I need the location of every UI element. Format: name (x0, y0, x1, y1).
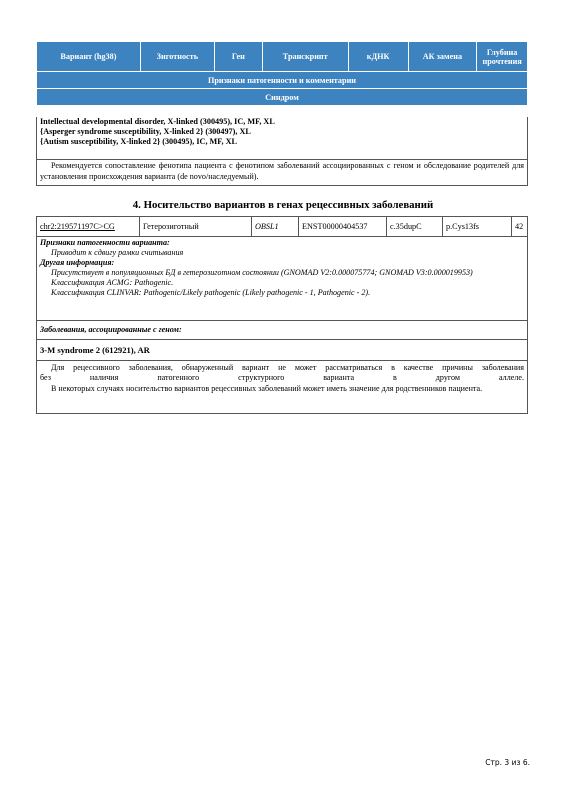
header-syndrome-row: Синдром (37, 89, 528, 106)
disease-line: {Autism susceptibility, X-linked 2} (300495), IC, MF, XL (40, 137, 237, 146)
divider (37, 159, 527, 160)
variant-transcript: ENST00000404537 (299, 217, 387, 236)
associated-diseases-label: Заболевания, ассоциированные с геном: (40, 325, 182, 334)
col-depth: Глубина прочтения (477, 42, 528, 72)
other-info-label: Другая информация: (40, 258, 115, 267)
recommendation-text: Рекомендуется сопоставление фенотипа пациента с фенотипом заболеваний ассоциированных с геном и обследование родителей для установления происхождения варианта (de novo/наследуемый). (40, 161, 524, 181)
disease-list (40, 117, 275, 147)
variant-position-link[interactable]: chr2:219571197C>CG (37, 217, 140, 236)
associated-syndrome: 3-M syndrome 2 (612921), AR (40, 345, 150, 355)
col-aa-change: АК замена (408, 42, 477, 72)
variant-row (37, 217, 527, 237)
other-info-line: Классификация CLINVAR: Pathogenic/Likely pathogenic (Likely pathogenic - 1, Pathogenic - 2). (51, 288, 371, 297)
col-gene: Ген (214, 42, 262, 72)
pathogenicity-label: Признаки патогенности варианта: (40, 238, 170, 247)
section-title: 4. Носительство вариантов в генах рецессивных заболеваний (132, 199, 434, 211)
divider (37, 320, 527, 321)
other-info-line: Присутствует в популяционных БД в гетерозиготном состоянии (GNOMAD V2:0.000075774; GNOMAD V3:0.000019953) (51, 268, 473, 277)
pathogenicity-text: Приводит к сдвигу рамки считывания (51, 248, 184, 257)
recessive-variant-block (36, 216, 528, 414)
header-pathogenicity-row: Признаки патогенности и комментарии (37, 72, 528, 89)
disease-line: {Asperger syndrome susceptibility, X-linked 2} (300497), XL (40, 127, 251, 136)
col-zygosity: Зиготность (140, 42, 214, 72)
variant-depth: 42 (515, 222, 524, 231)
variant-cdna: c.35dupC (387, 217, 443, 236)
variant-details (40, 238, 524, 298)
col-cdna: кДНК (348, 42, 408, 72)
variant-zygosity: Гетерозиготный (140, 217, 252, 236)
variant-gene: OBSL1 (252, 217, 299, 236)
carrier-note: В некоторых случаях носительство вариантов рецессивных заболеваний может иметь значение для родственников пациента. (51, 384, 483, 393)
variant-header-table (36, 41, 528, 106)
col-variant: Вариант (hg38) (37, 42, 141, 72)
variant-protein: p.Cys13fs (443, 217, 512, 236)
other-info-line: Классификация ACMG: Pathogenic. (51, 278, 174, 287)
recessive-note-line2: без наличия патогенного структурного варианта в другом аллеле. (40, 373, 524, 382)
syndrome-block (36, 117, 528, 186)
page-number: Стр. 3 из 6. (485, 758, 530, 767)
recessive-note-line1: Для рецессивного заболевания, обнаруженный вариант не может рассматриваться в качестве причины заболевания (51, 363, 524, 372)
divider (37, 360, 527, 361)
col-transcript: Транскрипт (262, 42, 348, 72)
divider (37, 339, 527, 340)
disease-line: Intellectual developmental disorder, X-linked (300495), IC, MF, XL (40, 117, 275, 126)
